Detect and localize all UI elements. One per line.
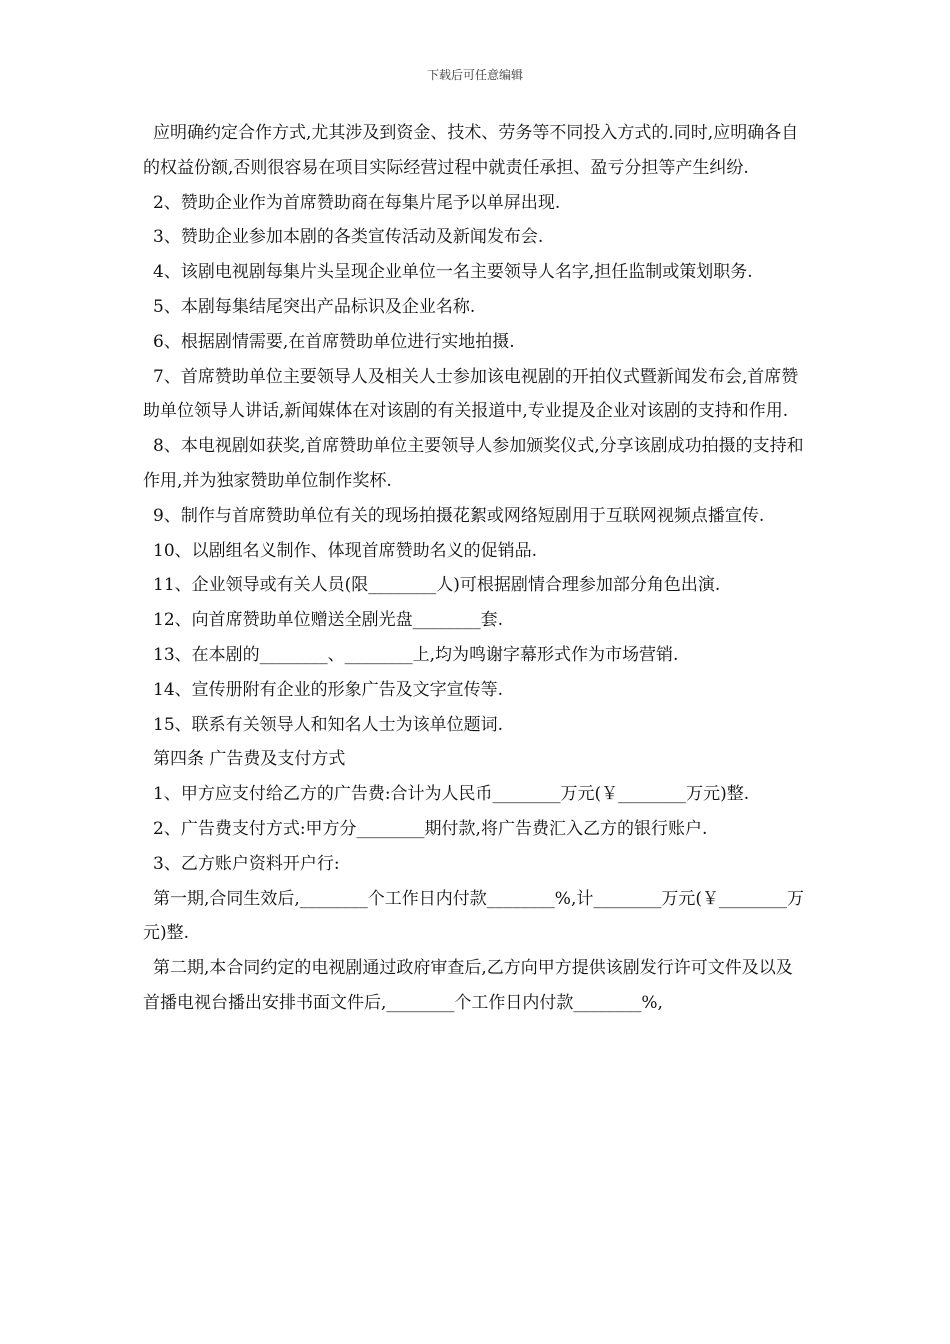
paragraph-item-3: 3、赞助企业参加本剧的各类宣传活动及新闻发布会. bbox=[153, 227, 544, 248]
paragraph-fee-payment-method: 2、广告费支付方式:甲方分________期付款,将广告费汇入乙方的银行账户. bbox=[153, 818, 708, 839]
page-header: 下载后可任意编辑 bbox=[426, 68, 523, 82]
paragraph-item-5: 5、本剧每集结尾突出产品标识及企业名称. bbox=[153, 296, 476, 317]
paragraph-phase-1: 第一期,合同生效后,________个工作日内付款________%,计________万元(￥________万元)整. bbox=[143, 888, 804, 944]
paragraph-account-info: 3、乙方账户资料开户行: bbox=[153, 853, 340, 874]
paragraph-item-14: 14、宣传册附有企业的形象广告及文字宣传等. bbox=[153, 679, 504, 700]
paragraph-phase-2: 第二期,本合同约定的电视剧通过政府审查后,乙方向甲方提供该剧发行许可文件及以及首播电视台播出安排书面文件后,________个工作日内付款________%, bbox=[143, 958, 793, 1013]
paragraph-item-6: 6、根据剧情需要,在首席赞助单位进行实地拍摄. bbox=[153, 331, 515, 352]
paragraph-fee-total: 1、甲方应支付给乙方的广告费:合计为人民币________万元(￥________万元)整. bbox=[153, 784, 750, 805]
paragraph-cooperation-method: 应明确约定合作方式,尤其涉及到资金、技术、劳务等不同投入方式的.同时,应明确各自的权益份额,否则很容易在项目实际经营过程中就责任承担、盈亏分担等产生纠纷. bbox=[143, 123, 799, 178]
section-heading-article-4: 第四条 广告费及支付方式 bbox=[153, 749, 346, 770]
paragraph-item-8: 8、本电视剧如获奖,首席赞助单位主要领导人参加颁奖仪式,分享该剧成功拍摄的支持和作用,并为独家赞助单位制作奖杯. bbox=[143, 436, 804, 491]
paragraph-item-4: 4、该剧电视剧每集片头呈现企业单位一名主要领导人名字,担任监制或策划职务. bbox=[153, 262, 753, 283]
paragraph-item-9: 9、制作与首席赞助单位有关的现场拍摄花絮或网络短剧用于互联网视频点播宣传. bbox=[153, 505, 765, 526]
paragraph-item-7: 7、首席赞助单位主要领导人及相关人士参加该电视剧的开拍仪式暨新闻发布会,首席赞助单位领导人讲话,新闻媒体在对该剧的有关报道中,专业提及企业对该剧的支持和作用. bbox=[143, 366, 799, 422]
paragraph-item-10: 10、以剧组名义制作、体现首席赞助名义的促销品. bbox=[153, 540, 538, 561]
paragraph-item-2: 2、赞助企业作为首席赞助商在每集片尾予以单屏出现. bbox=[153, 192, 561, 213]
document-body bbox=[143, 116, 809, 1021]
paragraph-item-13: 13、在本剧的________、________上,均为鸣谢字幕形式作为市场营销. bbox=[153, 644, 679, 665]
paragraph-item-12: 12、向首席赞助单位赠送全剧光盘________套. bbox=[153, 610, 504, 631]
paragraph-item-15: 15、联系有关领导人和知名人士为该单位题词. bbox=[153, 714, 504, 735]
paragraph-item-11: 11、企业领导或有关人员(限________人)可根据剧情合理参加部分角色出演. bbox=[153, 575, 721, 596]
